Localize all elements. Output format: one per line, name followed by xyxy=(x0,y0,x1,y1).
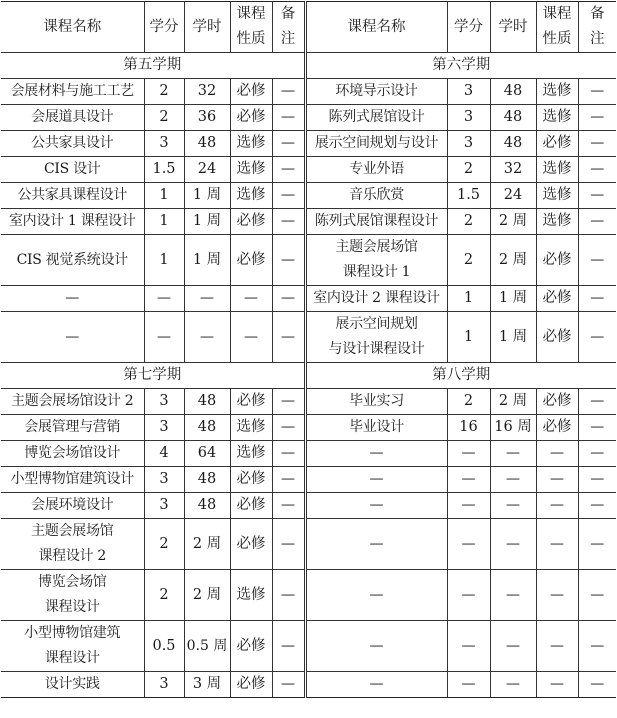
course-name: — xyxy=(305,441,447,467)
course-name xyxy=(1,570,144,621)
curriculum-table xyxy=(1,1,616,698)
header-nature-line2: 性质 xyxy=(542,31,572,47)
table-row xyxy=(1,235,616,286)
course-hours: 1 周 xyxy=(184,235,230,286)
course-hours: 2 周 xyxy=(490,209,536,235)
course-remark: — xyxy=(578,415,616,441)
course-credit: 1.5 xyxy=(447,183,490,209)
course-name: 会展环境设计 xyxy=(1,493,144,519)
course-name: 环境导示设计 xyxy=(305,79,447,105)
course-remark: — xyxy=(272,183,305,209)
course-name-line2: 与设计课程设计 xyxy=(328,341,425,357)
course-remark: — xyxy=(272,493,305,519)
course-name: — xyxy=(305,570,447,621)
course-remark: — xyxy=(272,519,305,570)
course-credit: 3 xyxy=(144,131,184,157)
course-nature: 选修 xyxy=(536,79,578,105)
course-nature: — xyxy=(536,493,578,519)
course-name-line2: 课程设计 1 xyxy=(342,264,411,280)
course-remark: — xyxy=(272,312,305,363)
table-row xyxy=(1,157,616,183)
course-hours: 0.5 周 xyxy=(184,621,230,672)
course-name: — xyxy=(305,493,447,519)
course-credit: — xyxy=(447,519,490,570)
course-credit: — xyxy=(144,312,184,363)
course-hours: 16 周 xyxy=(490,415,536,441)
course-name-line2: 课程设计 xyxy=(44,650,100,666)
course-hours: — xyxy=(490,570,536,621)
course-credit: — xyxy=(447,672,490,698)
course-remark: — xyxy=(272,570,305,621)
course-hours: — xyxy=(490,493,536,519)
course-remark: — xyxy=(272,389,305,415)
table-row xyxy=(1,570,616,621)
course-name-line1: 博览会场馆 xyxy=(38,574,107,590)
course-name: 音乐欣赏 xyxy=(305,183,447,209)
course-name xyxy=(1,621,144,672)
course-hours: — xyxy=(490,441,536,467)
course-name: 室内设计 1 课程设计 xyxy=(1,209,144,235)
course-hours: 36 xyxy=(184,105,230,131)
course-remark: — xyxy=(272,621,305,672)
course-remark: — xyxy=(578,209,616,235)
header-remark-left xyxy=(272,2,305,53)
course-credit: 4 xyxy=(144,441,184,467)
course-name: 展示空间规划与设计 xyxy=(305,131,447,157)
course-hours: 1 周 xyxy=(184,209,230,235)
course-name: — xyxy=(305,672,447,698)
course-credit: 1.5 xyxy=(144,157,184,183)
course-name xyxy=(305,312,447,363)
semester-7-label: 第七学期 xyxy=(1,363,305,389)
course-hours: 48 xyxy=(184,389,230,415)
course-name: 主题会展场馆设计 2 xyxy=(1,389,144,415)
header-hours-right: 学时 xyxy=(490,2,536,53)
course-nature: 必修 xyxy=(230,621,272,672)
course-nature: 选修 xyxy=(536,183,578,209)
course-credit: 1 xyxy=(447,286,490,312)
course-credit: 3 xyxy=(447,131,490,157)
course-remark: — xyxy=(578,441,616,467)
course-credit: — xyxy=(447,467,490,493)
course-credit: 3 xyxy=(447,105,490,131)
table-row xyxy=(1,519,616,570)
course-nature: 选修 xyxy=(536,105,578,131)
course-name: 毕业设计 xyxy=(305,415,447,441)
header-remark-right xyxy=(578,2,616,53)
course-credit: 2 xyxy=(447,157,490,183)
course-remark: — xyxy=(272,672,305,698)
course-remark: — xyxy=(578,312,616,363)
header-course-name-right: 课程名称 xyxy=(305,2,447,53)
course-hours: 32 xyxy=(490,157,536,183)
course-name: — xyxy=(1,286,144,312)
course-nature: 必修 xyxy=(536,415,578,441)
table-row xyxy=(1,312,616,363)
course-credit: 3 xyxy=(447,79,490,105)
course-remark: — xyxy=(578,157,616,183)
course-remark: — xyxy=(578,105,616,131)
course-nature: 必修 xyxy=(230,389,272,415)
course-remark: — xyxy=(272,467,305,493)
course-remark: — xyxy=(578,79,616,105)
table-row xyxy=(1,389,616,415)
semester-6-label: 第六学期 xyxy=(305,53,616,79)
course-hours: 24 xyxy=(490,183,536,209)
course-nature: 选修 xyxy=(230,441,272,467)
course-name-line2: 课程设计 xyxy=(44,599,100,615)
header-nature-right xyxy=(536,2,578,53)
course-nature: 必修 xyxy=(230,209,272,235)
header-course-name-left: 课程名称 xyxy=(1,2,144,53)
course-nature: — xyxy=(536,570,578,621)
course-hours: 48 xyxy=(184,493,230,519)
course-name: CIS 设计 xyxy=(1,157,144,183)
course-remark: — xyxy=(272,131,305,157)
course-name-line2: 课程设计 2 xyxy=(38,548,107,564)
header-nature-line2: 性质 xyxy=(236,31,266,47)
course-nature: 选修 xyxy=(230,415,272,441)
table-row xyxy=(1,286,616,312)
course-hours: 32 xyxy=(184,79,230,105)
course-credit: 1 xyxy=(144,209,184,235)
course-name: 公共家具设计 xyxy=(1,131,144,157)
course-remark: — xyxy=(578,570,616,621)
table-row xyxy=(1,105,616,131)
course-nature: 选修 xyxy=(536,157,578,183)
course-credit: 3 xyxy=(144,493,184,519)
course-name: — xyxy=(1,312,144,363)
course-nature: — xyxy=(230,312,272,363)
course-credit: 3 xyxy=(144,672,184,698)
course-name: 小型博物馆建筑设计 xyxy=(1,467,144,493)
table-row xyxy=(1,79,616,105)
course-nature: 必修 xyxy=(536,235,578,286)
course-nature: — xyxy=(536,672,578,698)
course-name: — xyxy=(305,467,447,493)
semester-8-label: 第八学期 xyxy=(305,363,616,389)
course-hours: 2 周 xyxy=(490,389,536,415)
table-row xyxy=(1,621,616,672)
course-credit: 1 xyxy=(144,183,184,209)
header-credit-left: 学分 xyxy=(144,2,184,53)
course-hours: 48 xyxy=(184,131,230,157)
course-hours: 2 周 xyxy=(184,519,230,570)
course-remark: — xyxy=(578,621,616,672)
course-hours: 24 xyxy=(184,157,230,183)
course-nature: 必修 xyxy=(230,467,272,493)
course-name-line1: 小型博物馆建筑 xyxy=(24,625,121,641)
course-name: 公共家具课程设计 xyxy=(1,183,144,209)
course-name xyxy=(305,235,447,286)
course-hours: 48 xyxy=(490,79,536,105)
table-row xyxy=(1,183,616,209)
course-credit: — xyxy=(447,621,490,672)
course-hours: 1 周 xyxy=(184,183,230,209)
course-nature: 必修 xyxy=(536,286,578,312)
course-nature: 必修 xyxy=(230,519,272,570)
course-nature: 必修 xyxy=(536,131,578,157)
course-hours: 64 xyxy=(184,441,230,467)
course-nature: 选修 xyxy=(230,183,272,209)
course-name: 会展道具设计 xyxy=(1,105,144,131)
course-name: 会展管理与营销 xyxy=(1,415,144,441)
course-remark: — xyxy=(578,467,616,493)
course-nature: — xyxy=(536,441,578,467)
course-credit: 3 xyxy=(144,389,184,415)
course-hours: 48 xyxy=(184,415,230,441)
table-row xyxy=(1,467,616,493)
course-name: 陈列式展馆设计 xyxy=(305,105,447,131)
header-remark-line2: 注 xyxy=(280,31,296,47)
course-name: 室内设计 2 课程设计 xyxy=(305,286,447,312)
header-hours-left: 学时 xyxy=(184,2,230,53)
course-name: 博览会场馆设计 xyxy=(1,441,144,467)
course-hours: — xyxy=(490,467,536,493)
semester-row xyxy=(1,53,616,79)
course-name: 专业外语 xyxy=(305,157,447,183)
course-hours: — xyxy=(490,672,536,698)
course-nature: 必修 xyxy=(536,312,578,363)
course-credit: 3 xyxy=(144,467,184,493)
table-row xyxy=(1,493,616,519)
course-nature: — xyxy=(536,621,578,672)
course-remark: — xyxy=(578,389,616,415)
header-remark-line1: 备 xyxy=(590,6,605,22)
course-nature: — xyxy=(536,467,578,493)
course-nature: — xyxy=(230,286,272,312)
course-hours: 48 xyxy=(184,467,230,493)
course-nature: 必修 xyxy=(536,389,578,415)
course-nature: 必修 xyxy=(230,79,272,105)
course-name-line1: 展示空间规划 xyxy=(335,316,418,332)
course-nature: 必修 xyxy=(230,235,272,286)
course-hours: 1 周 xyxy=(490,312,536,363)
header-remark-line2: 注 xyxy=(590,31,605,47)
course-nature: — xyxy=(536,519,578,570)
table-row xyxy=(1,672,616,698)
table-row xyxy=(1,415,616,441)
course-name xyxy=(1,519,144,570)
course-nature: 必修 xyxy=(230,493,272,519)
course-remark: — xyxy=(578,235,616,286)
course-remark: — xyxy=(272,235,305,286)
table-row xyxy=(1,131,616,157)
course-name: — xyxy=(305,621,447,672)
header-credit-right: 学分 xyxy=(447,2,490,53)
header-nature-left xyxy=(230,2,272,53)
course-remark: — xyxy=(272,415,305,441)
course-remark: — xyxy=(272,79,305,105)
course-credit: 2 xyxy=(144,570,184,621)
course-hours: — xyxy=(490,519,536,570)
course-hours: — xyxy=(490,621,536,672)
course-credit: 2 xyxy=(144,79,184,105)
header-row xyxy=(1,2,616,53)
course-remark: — xyxy=(272,286,305,312)
course-nature: 选修 xyxy=(230,157,272,183)
course-nature: 选修 xyxy=(230,570,272,621)
course-hours: 2 周 xyxy=(490,235,536,286)
semester-row xyxy=(1,363,616,389)
course-hours: 48 xyxy=(490,131,536,157)
course-credit: 3 xyxy=(144,415,184,441)
course-credit: 1 xyxy=(447,312,490,363)
course-credit: 2 xyxy=(447,209,490,235)
course-name: CIS 视觉系统设计 xyxy=(1,235,144,286)
course-remark: — xyxy=(578,183,616,209)
course-nature: 选修 xyxy=(230,131,272,157)
course-hours: 3 周 xyxy=(184,672,230,698)
course-credit: 16 xyxy=(447,415,490,441)
course-hours: 1 周 xyxy=(490,286,536,312)
course-remark: — xyxy=(272,157,305,183)
course-name: 毕业实习 xyxy=(305,389,447,415)
course-remark: — xyxy=(272,105,305,131)
course-credit: — xyxy=(447,441,490,467)
semester-5-label: 第五学期 xyxy=(1,53,305,79)
table-row xyxy=(1,441,616,467)
course-remark: — xyxy=(272,209,305,235)
course-credit: 2 xyxy=(144,519,184,570)
course-remark: — xyxy=(578,672,616,698)
course-remark: — xyxy=(578,131,616,157)
header-nature-line1: 课程 xyxy=(236,6,266,22)
course-name-line1: 主题会展场馆 xyxy=(335,239,418,255)
course-name: — xyxy=(305,519,447,570)
course-nature: 选修 xyxy=(536,209,578,235)
course-hours: — xyxy=(184,286,230,312)
course-nature: 必修 xyxy=(230,672,272,698)
course-credit: 1 xyxy=(144,235,184,286)
course-credit: 0.5 xyxy=(144,621,184,672)
table-row xyxy=(1,209,616,235)
course-remark: — xyxy=(578,493,616,519)
course-credit: 2 xyxy=(447,389,490,415)
course-name: 陈列式展馆课程设计 xyxy=(305,209,447,235)
course-remark: — xyxy=(272,441,305,467)
course-name: 会展材料与施工工艺 xyxy=(1,79,144,105)
course-name: 设计实践 xyxy=(1,672,144,698)
course-nature: 必修 xyxy=(230,105,272,131)
course-hours: — xyxy=(184,312,230,363)
header-nature-line1: 课程 xyxy=(542,6,572,22)
course-credit: — xyxy=(447,570,490,621)
course-credit: 2 xyxy=(144,105,184,131)
header-remark-line1: 备 xyxy=(280,6,296,22)
course-credit: — xyxy=(447,493,490,519)
course-remark: — xyxy=(578,519,616,570)
course-remark: — xyxy=(578,286,616,312)
course-hours: 48 xyxy=(490,105,536,131)
course-credit: 2 xyxy=(447,235,490,286)
course-hours: 2 周 xyxy=(184,570,230,621)
course-credit: — xyxy=(144,286,184,312)
course-name-line1: 主题会展场馆 xyxy=(31,523,114,539)
